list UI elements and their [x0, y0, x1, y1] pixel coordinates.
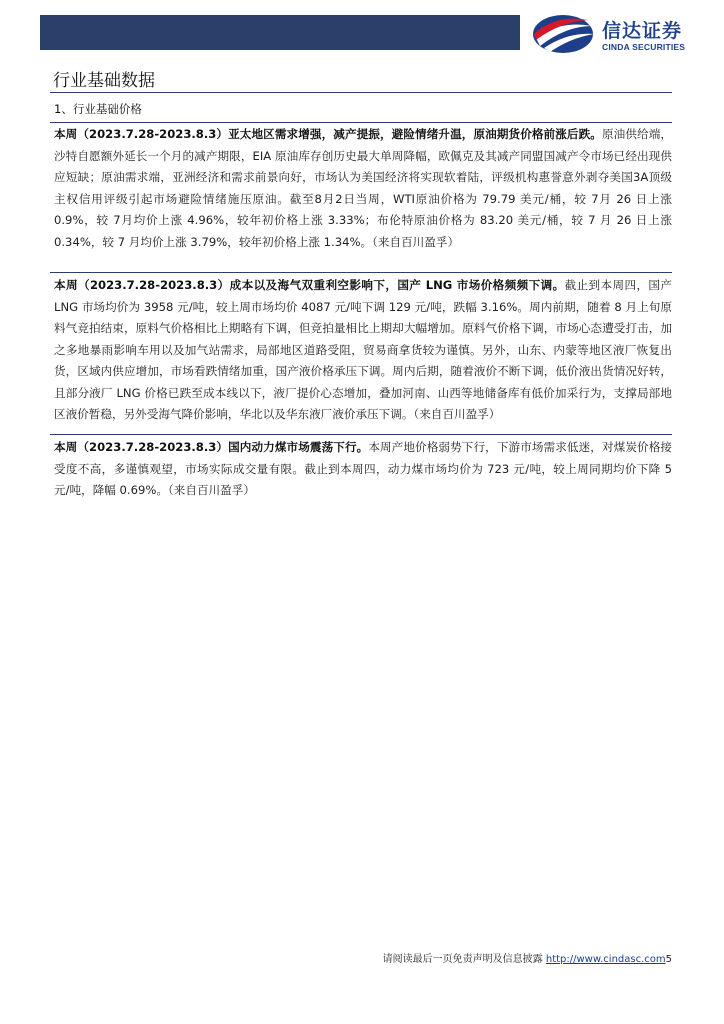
section-title: 行业基础数据	[53, 71, 155, 91]
paragraph-lead: 本周（2023.7.28-2023.8.3）亚太地区需求增强，减产提振，避险情绪升温，原油期货价格前涨后跌。	[54, 127, 602, 141]
paragraph-crude-oil	[54, 124, 672, 253]
paragraph-lng	[54, 275, 672, 426]
logo-english-text: CINDA SECURITIES	[602, 42, 686, 52]
page-number: 5	[665, 954, 672, 965]
paragraph-body: 原油供给端，沙特自愿额外延长一个月的减产期限，EIA 原油库存创历史最大单周降幅，欧佩克及其减产同盟国减产令市场已经出现供应短缺；原油需求端，亚洲经济和需求前景向好，市场认为美国经济将实现软着陆，评级机构惠誉意外剥夺美国3A顶级主权信用评级引起市场避险情绪施压原油。截至8月2日当周，WTI原油价格为 79.79 美元/桶，较 7月 26 日上涨 0.9%，较 7月均价上涨 4.96%，较年初价格上涨 3.33%；布伦特原油价格为 83.20 美元/桶，较 7 月 26 日上涨 0.34%，较 7 月均价上涨 3.79%，较年初价格上涨 1.34%。（来自百川盈孚）	[54, 127, 672, 249]
page-footer	[383, 950, 672, 965]
cinda-logo-icon	[530, 12, 596, 56]
logo-chinese-text: 信达证券	[602, 20, 683, 42]
header-bar	[40, 15, 520, 50]
title-divider	[50, 92, 672, 93]
paragraph-divider-1	[50, 122, 672, 123]
paragraph-lead: 本周（2023.7.28-2023.8.3）国内动力煤市场震荡下行。	[54, 440, 369, 454]
paragraph-divider-3	[50, 434, 672, 435]
paragraph-body: 本周产地价格弱势下行，下游市场需求低迷，对煤炭价格接受度不高，多谨慎观望，市场实际成交量有限。截止到本周四，动力煤市场均价为 723 元/吨，较上周同期均价下降 5 元/吨，降幅 0.69%。（来自百川盈孚）	[54, 440, 672, 497]
website-link[interactable]: http://www.cindasc.com	[545, 954, 666, 965]
subheading: 1、行业基础价格	[54, 102, 142, 116]
paragraph-divider-2	[50, 272, 672, 273]
paragraph-lead: 本周（2023.7.28-2023.8.3）成本以及海气双重利空影响下，国产 LNG 市场价格频频下调。	[54, 278, 565, 292]
paragraph-body: 截止到本周四，国产 LNG 市场均价为 3958 元/吨，较上周市场均价 4087 元/吨下调 129 元/吨，跌幅 3.16%。周内前期，随着 8 月上旬原料气竞拍结束，原料气价格相比上期略有下调，但竞拍量相比上期却大幅增加。原料气价格下调，市场心态遭受打击，加之多地暴雨影响车用以及加气站需求，局部地区道路受阻，贸易商拿货较为谨慎。另外，山东、内蒙等地区液厂恢复出货，区域内供应增加，市场看跌情绪加重，国产液价格承压下调。周内后期，随着液价不断下调，低价液出货情况好转，且部分液厂 LNG 价格已跌至成本线以下，液厂提价心态增加，叠加河南、山西等地储备库有低价加采行为，支撑局部地区液价暂稳，另外受海气降价影响，华北以及华东液厂液价承压下调。（来自百川盈孚）	[54, 278, 672, 421]
paragraph-thermal-coal	[54, 437, 672, 502]
disclaimer-text: 请阅读最后一页免责声明及信息披露	[382, 954, 546, 965]
cinda-logo	[530, 12, 710, 56]
